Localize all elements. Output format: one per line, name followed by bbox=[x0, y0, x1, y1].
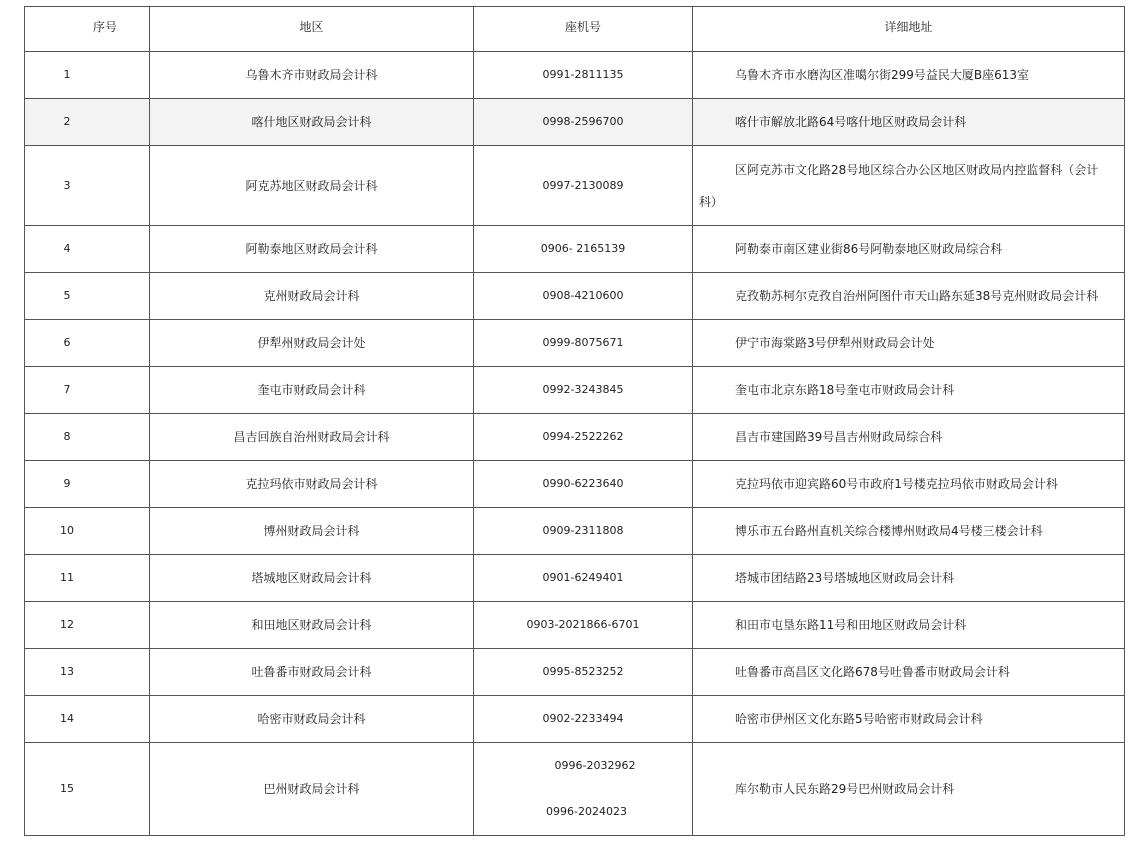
row-region: 和田地区财政局会计科 bbox=[150, 602, 474, 649]
table-row bbox=[25, 226, 1125, 273]
row-phone: 0901-6249401 bbox=[474, 555, 693, 602]
table-row bbox=[25, 743, 1125, 836]
row-no: 1 bbox=[25, 52, 150, 99]
row-address-text: 伊宁市海棠路3号伊犁州财政局会计处 bbox=[735, 336, 935, 350]
row-address-text: 博乐市五台路州直机关综合楼博州财政局4号楼三楼会计科 bbox=[735, 524, 1043, 538]
row-no: 12 bbox=[25, 602, 150, 649]
table-row bbox=[25, 555, 1125, 602]
header-region: 地区 bbox=[150, 7, 474, 52]
row-address-text: 区阿克苏市文化路28号地区综合办公区地区财政局内控监督科（会计科） bbox=[699, 162, 1099, 209]
row-phone: 0991-2811135 bbox=[474, 52, 693, 99]
row-address bbox=[693, 226, 1125, 273]
table-header-row bbox=[25, 7, 1125, 52]
row-address-text: 克孜勒苏柯尔克孜自治州阿图什市天山路东延38号克州财政局会计科 bbox=[735, 289, 1099, 303]
row-address bbox=[693, 696, 1125, 743]
row-region: 哈密市财政局会计科 bbox=[150, 696, 474, 743]
row-region: 博州财政局会计科 bbox=[150, 508, 474, 555]
table-row bbox=[25, 320, 1125, 367]
row-phone bbox=[474, 743, 693, 836]
row-address bbox=[693, 602, 1125, 649]
row-region: 伊犁州财政局会计处 bbox=[150, 320, 474, 367]
row-no: 8 bbox=[25, 414, 150, 461]
row-address bbox=[693, 461, 1125, 508]
row-phone-primary: 0996-2032962 bbox=[554, 759, 636, 772]
row-phone: 0995-8523252 bbox=[474, 649, 693, 696]
header-phone: 座机号 bbox=[474, 7, 693, 52]
row-address-text: 哈密市伊州区文化东路5号哈密市财政局会计科 bbox=[735, 712, 983, 726]
row-address bbox=[693, 414, 1125, 461]
row-address bbox=[693, 555, 1125, 602]
row-phone: 0903-2021866-6701 bbox=[474, 602, 693, 649]
row-no: 3 bbox=[25, 146, 150, 226]
row-phone: 0998-2596700 bbox=[474, 99, 693, 146]
table-row bbox=[25, 367, 1125, 414]
table-row bbox=[25, 696, 1125, 743]
row-address bbox=[693, 273, 1125, 320]
row-phone: 0909-2311808 bbox=[474, 508, 693, 555]
row-phone: 0906- 2165139 bbox=[474, 226, 693, 273]
row-no: 13 bbox=[25, 649, 150, 696]
row-address-text: 喀什市解放北路64号喀什地区财政局会计科 bbox=[735, 115, 967, 129]
row-no: 2 bbox=[25, 99, 150, 146]
row-address bbox=[693, 146, 1125, 226]
finance-contacts-table bbox=[24, 6, 1125, 836]
row-no: 10 bbox=[25, 508, 150, 555]
row-address bbox=[693, 649, 1125, 696]
row-region: 塔城地区财政局会计科 bbox=[150, 555, 474, 602]
row-phone-secondary: 0996-2024023 bbox=[546, 805, 627, 818]
table-row bbox=[25, 461, 1125, 508]
row-region: 巴州财政局会计科 bbox=[150, 743, 474, 836]
row-region: 喀什地区财政局会计科 bbox=[150, 99, 474, 146]
row-address-text: 乌鲁木齐市水磨沟区准噶尔街299号益民大厦B座613室 bbox=[735, 68, 1030, 82]
table-row bbox=[25, 99, 1125, 146]
row-region: 阿勒泰地区财政局会计科 bbox=[150, 226, 474, 273]
table-row bbox=[25, 649, 1125, 696]
row-region: 昌吉回族自治州财政局会计科 bbox=[150, 414, 474, 461]
table-row bbox=[25, 52, 1125, 99]
row-address bbox=[693, 99, 1125, 146]
header-address: 详细地址 bbox=[693, 7, 1125, 52]
row-no: 9 bbox=[25, 461, 150, 508]
row-address bbox=[693, 367, 1125, 414]
row-address bbox=[693, 743, 1125, 836]
row-no: 11 bbox=[25, 555, 150, 602]
table-row bbox=[25, 146, 1125, 226]
row-address-text: 克拉玛依市迎宾路60号市政府1号楼克拉玛依市财政局会计科 bbox=[735, 477, 1058, 491]
row-phone: 0990-6223640 bbox=[474, 461, 693, 508]
row-address-text: 阿勒泰市南区建业街86号阿勒泰地区财政局综合科 bbox=[735, 242, 1003, 256]
row-address bbox=[693, 320, 1125, 367]
row-region: 克州财政局会计科 bbox=[150, 273, 474, 320]
table-row bbox=[25, 273, 1125, 320]
row-region: 阿克苏地区财政局会计科 bbox=[150, 146, 474, 226]
row-region: 奎屯市财政局会计科 bbox=[150, 367, 474, 414]
row-no: 14 bbox=[25, 696, 150, 743]
row-address-text: 和田市屯垦东路11号和田地区财政局会计科 bbox=[735, 618, 967, 632]
row-address-text: 塔城市团结路23号塔城地区财政局会计科 bbox=[735, 571, 955, 585]
row-no: 5 bbox=[25, 273, 150, 320]
row-no: 15 bbox=[25, 743, 150, 836]
table-row bbox=[25, 602, 1125, 649]
row-address bbox=[693, 508, 1125, 555]
row-region: 乌鲁木齐市财政局会计科 bbox=[150, 52, 474, 99]
row-phone: 0908-4210600 bbox=[474, 273, 693, 320]
row-region: 吐鲁番市财政局会计科 bbox=[150, 649, 474, 696]
row-phone: 0902-2233494 bbox=[474, 696, 693, 743]
table-row bbox=[25, 414, 1125, 461]
row-address-text: 奎屯市北京东路18号奎屯市财政局会计科 bbox=[735, 383, 955, 397]
row-region: 克拉玛依市财政局会计科 bbox=[150, 461, 474, 508]
row-address-text: 库尔勒市人民东路29号巴州财政局会计科 bbox=[735, 782, 955, 796]
row-no: 7 bbox=[25, 367, 150, 414]
header-no: 序号 bbox=[25, 7, 150, 52]
row-phone: 0994-2522262 bbox=[474, 414, 693, 461]
row-address-text: 昌吉市建国路39号昌吉州财政局综合科 bbox=[735, 430, 943, 444]
row-address-text: 吐鲁番市高昌区文化路678号吐鲁番市财政局会计科 bbox=[735, 665, 1010, 679]
row-phone: 0997-2130089 bbox=[474, 146, 693, 226]
row-no: 4 bbox=[25, 226, 150, 273]
row-phone: 0999-8075671 bbox=[474, 320, 693, 367]
table-row bbox=[25, 508, 1125, 555]
row-no: 6 bbox=[25, 320, 150, 367]
row-phone: 0992-3243845 bbox=[474, 367, 693, 414]
row-address bbox=[693, 52, 1125, 99]
